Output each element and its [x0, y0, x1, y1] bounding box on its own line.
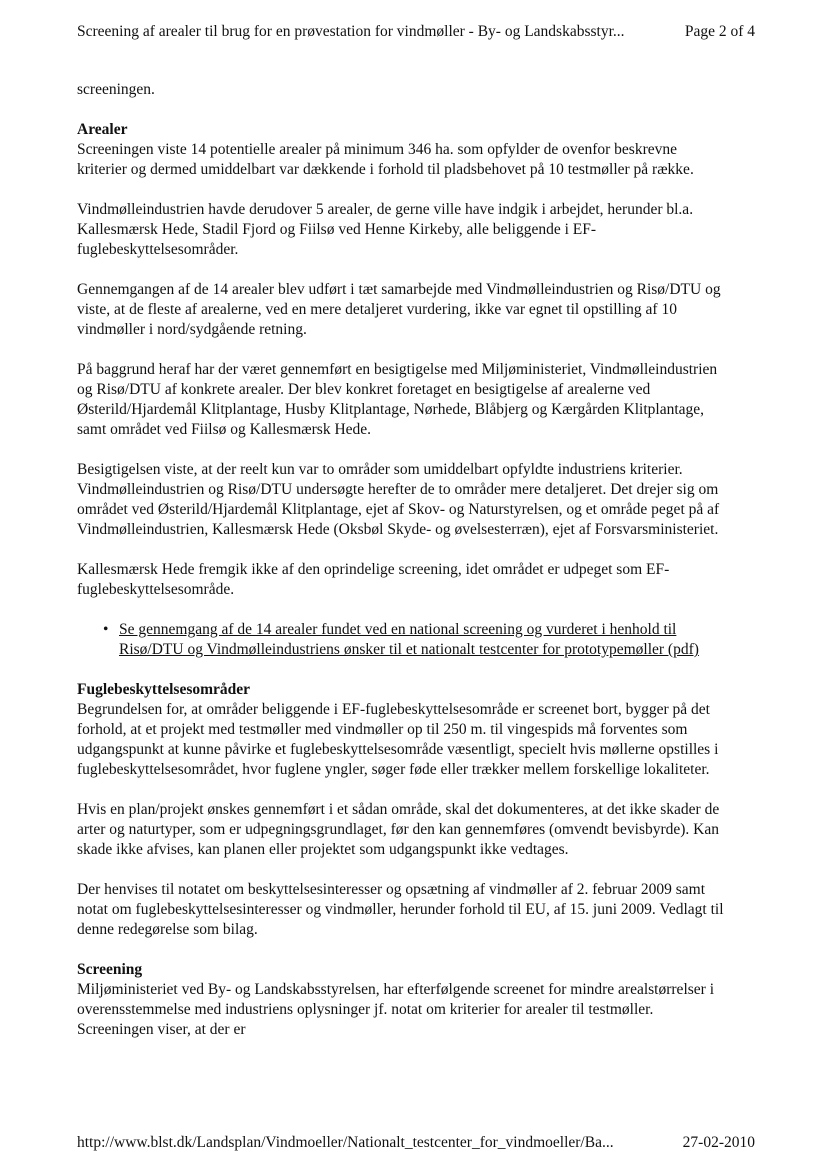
print-date: 27-02-2010 [682, 1134, 755, 1151]
section-screening [77, 960, 727, 1040]
list-item [103, 620, 727, 660]
pdf-link[interactable]: Se gennemgang af de 14 arealer fundet ved en national screening og vurderet i henhold til Risø/DTU og Vindmølleindustriens ønsker til et nationalt testcenter for prototypemøller (pdf) [119, 621, 699, 658]
paragraph: Screeningen viste 14 potentielle arealer på minimum 346 ha. som opfylder de ovenfor beskrevne kriterier og dermed umiddelbart var dækkende i forhold til pladsbehovet på 10 testmøller på række. [77, 141, 694, 178]
link-list [77, 620, 727, 660]
section-heading: Arealer [77, 121, 128, 138]
intro-text: screeningen. [77, 81, 155, 98]
paragraph: Miljøministeriet ved By- og Landskabsstyrelsen, har efterfølgende screenet for mindre arealstørrelser i overensstemmelse med industriens oplysninger jf. notat om kriterier for arealer til testmøller. Screeningen viser, at der er [77, 981, 714, 1038]
paragraph: Begrundelsen for, at områder beliggende i EF-fuglebeskyttelsesområde er screenet bort, bygger på det forhold, at et projekt med testmøller med vindmøller op til 250 m. til vingespids må forventes som udgangspunkt at kunne påvirke et fuglebeskyttelsesområde væsentligt, specielt hvis møllerne opstilles i fuglebeskyttelsesområdet, hvor fuglene yngler, søger føde eller trækker mellem forskellige lokaliteter. [77, 701, 719, 778]
document-title: Screening af arealer til brug for en prøvestation for vindmøller - By- og Landskabsstyr... [77, 23, 625, 40]
bullet-icon: • [103, 621, 109, 638]
paragraph: Besigtigelsen viste, at der reelt kun var to områder som umiddelbart opfyldte industriens kriterier. Vindmølleindustrien og Risø/DTU undersøgte herefter de to områder mere detaljeret. Det drejer sig om området ved Østerild/Hjardemål Klitplantage, ejet af Skov- og Naturstyrelsen, og et område peget på af Vindmølleindustrien, Kallesmærsk Hede (Oksbøl Skyde- og øvelsesterræn), ejet af Forsvarsministeriet. [77, 461, 720, 538]
paragraph: Hvis en plan/projekt ønskes gennemført i et sådan område, skal det dokumenteres, at det ikke skader de arter og naturtyper, som er udpegningsgrundlaget, før den kan gennemføres (omvendt bevisbyrde). Kan skade ikke afvises, kan planen eller projektet som udgangspunkt ikke vedtages. [77, 801, 720, 858]
section-heading: Fuglebeskyttelsesområder [77, 681, 251, 698]
paragraph: Gennemgangen af de 14 arealer blev udført i tæt samarbejde med Vindmølleindustrien og Risø/DTU og viste, at de fleste af arealerne, ved en mere detaljeret vurdering, ikke var egnet til opstilling af 10 vindmøller i nord/sydgående retning. [77, 281, 721, 338]
section-arealer [77, 120, 727, 660]
print-footer [0, 1133, 827, 1155]
page-url: http://www.blst.dk/Landsplan/Vindmoeller/Nationalt_testcenter_for_vindmoeller/Ba... [77, 1134, 614, 1151]
page-content [77, 80, 727, 1060]
paragraph: På baggrund heraf har der været gennemført en besigtigelse med Miljøministeriet, Vindmølleindustrien og Risø/DTU af konkrete arealer. Der blev konkret foretaget en besigtigelse af arealerne ved Østerild/Hjardemål Klitplantage, Husby Klitplantage, Nørhede, Blåbjerg og Kærgården Klitplantage, samt området ved Fiilsø og Kallesmærsk Hede. [77, 361, 718, 438]
paragraph: Der henvises til notatet om beskyttelsesinteresser og opsætning af vindmøller af 2. februar 2009 samt notat om fuglebeskyttelsesinteresser og vindmøller, herunder forhold til EU, af 15. juni 2009. Vedlagt til denne redegørelse som bilag. [77, 881, 724, 938]
section-fuglebeskyttelse [77, 680, 727, 940]
print-header [0, 22, 827, 44]
paragraph: Kallesmærsk Hede fremgik ikke af den oprindelige screening, idet området er udpeget som EF-fuglebeskyttelsesområde. [77, 561, 670, 598]
paragraph: Vindmølleindustrien havde derudover 5 arealer, de gerne ville have indgik i arbejdet, herunder bl.a. Kallesmærsk Hede, Stadil Fjord og Fiilsø ved Henne Kirkeby, alle beliggende i EF-fuglebeskyttelsesområder. [77, 201, 694, 258]
page-number: Page 2 of 4 [684, 23, 755, 40]
section-heading: Screening [77, 961, 143, 978]
